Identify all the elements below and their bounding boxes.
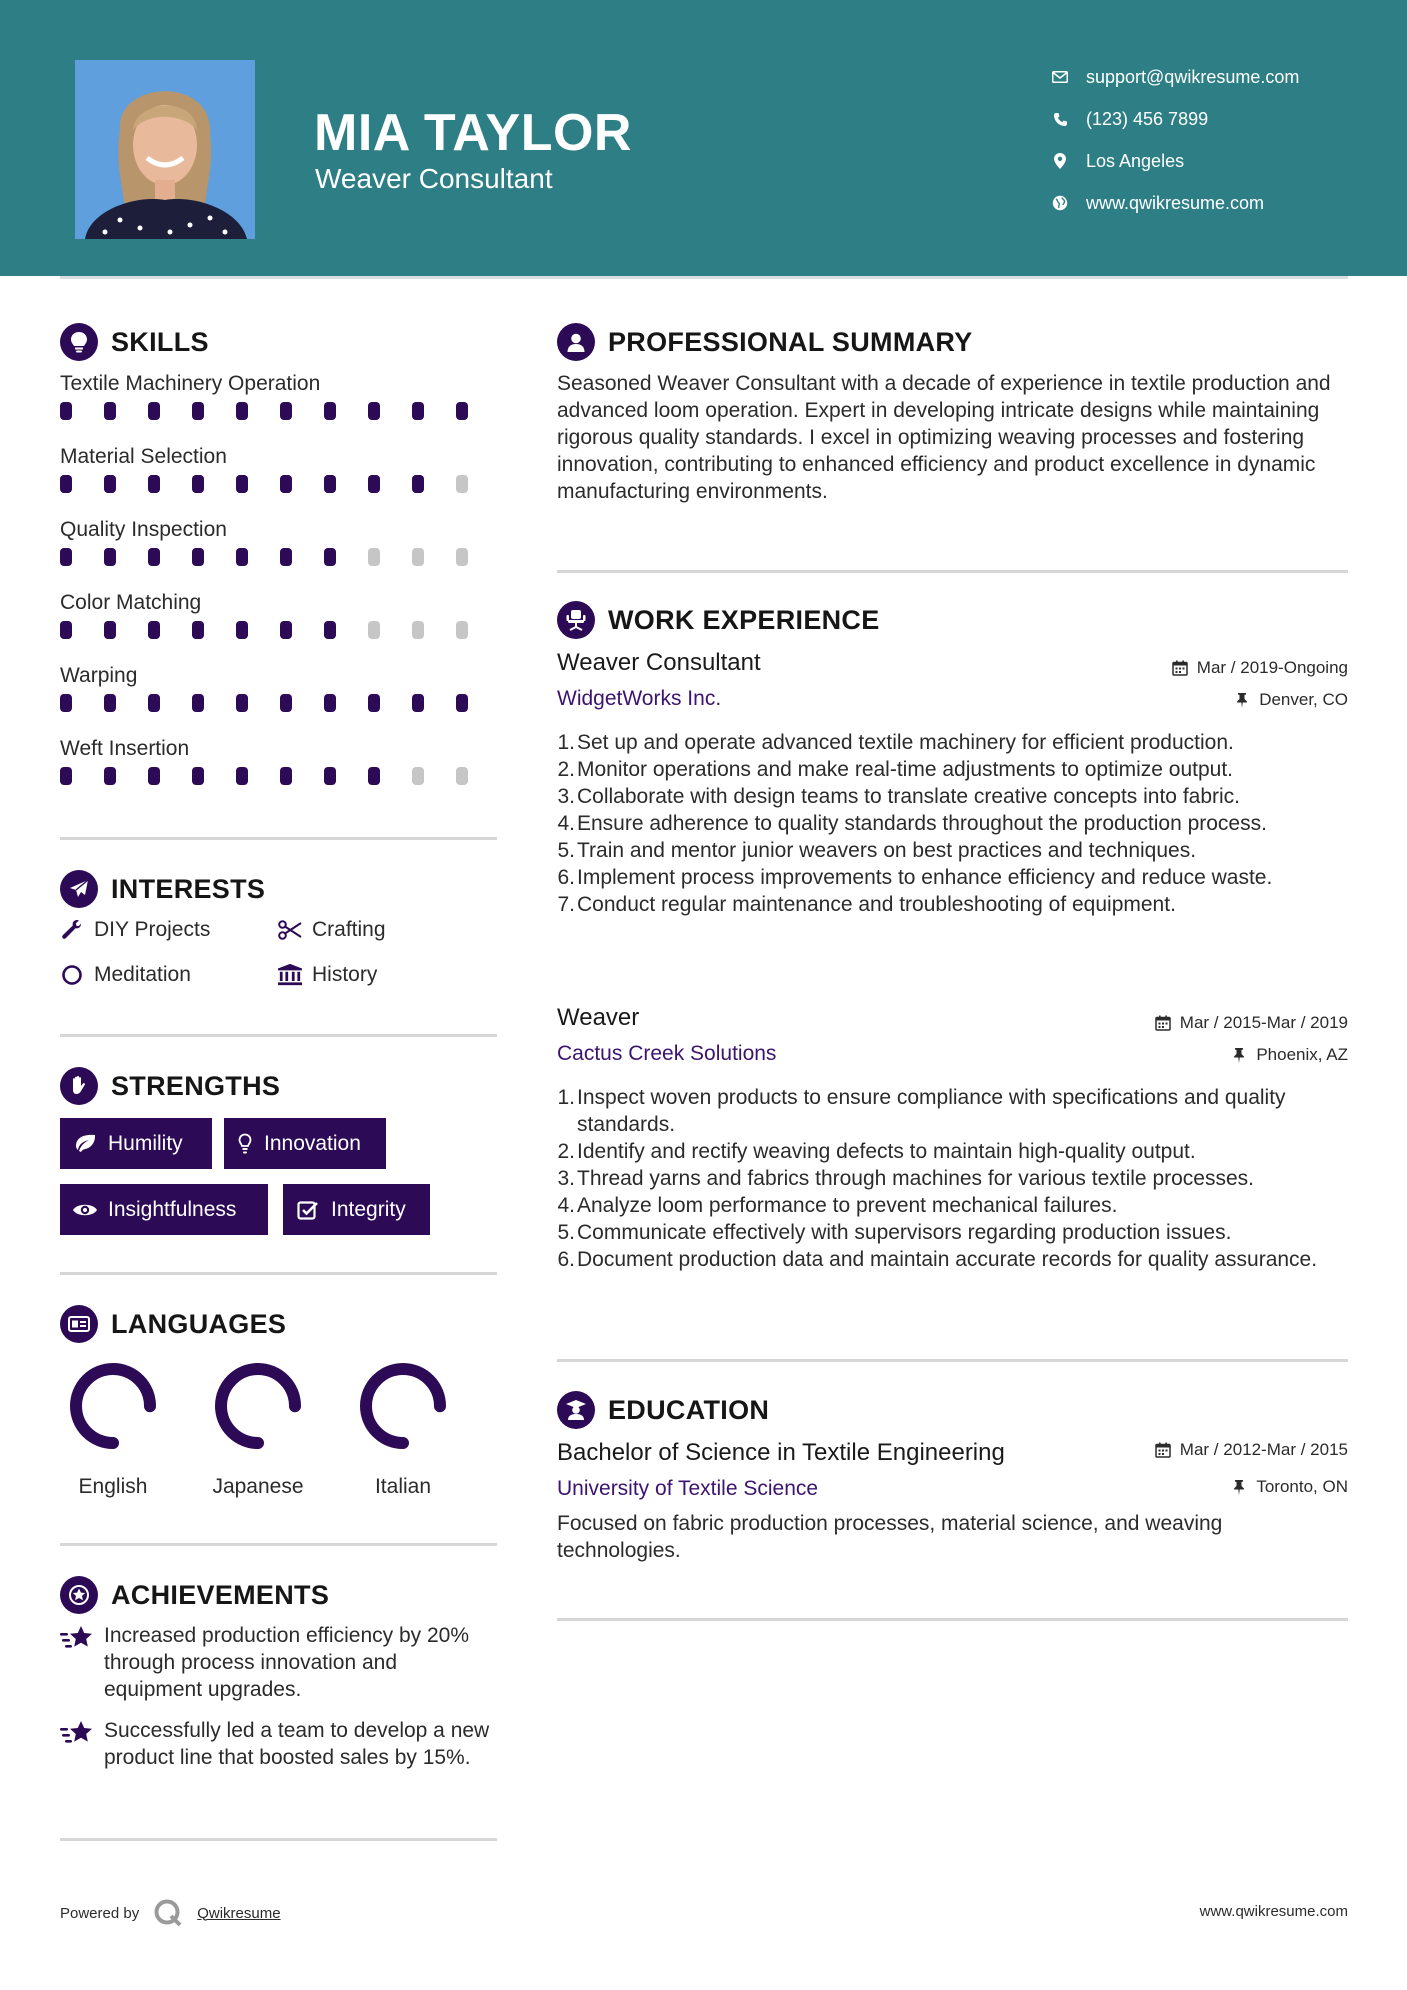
strength-label: Humility <box>108 1131 183 1155</box>
job-dates <box>1171 658 1348 678</box>
duty-text: Set up and operate advanced textile machinery for efficient production. <box>577 731 1234 754</box>
skills-title: SKILLS <box>111 326 209 357</box>
achievements-title: ACHIEVEMENTS <box>111 1579 330 1610</box>
skill-level-dot <box>324 475 336 493</box>
shooting-star-icon <box>60 1624 94 1654</box>
skill-level-dot <box>280 475 292 493</box>
education-title: EDUCATION <box>608 1394 770 1425</box>
pushpin-icon <box>1230 1478 1248 1496</box>
skills-list <box>60 372 500 810</box>
skill-level-dot <box>324 621 336 639</box>
skill-level-dot <box>456 767 468 785</box>
interest-label: DIY Projects <box>94 918 211 941</box>
lightbulb-icon <box>60 323 98 361</box>
skill-level-dot <box>236 621 248 639</box>
skill-level-dot <box>192 621 204 639</box>
summary-title: PROFESSIONAL SUMMARY <box>608 326 973 357</box>
duty-text: Inspect woven products to ensure compliance with specifications and quality standards. <box>577 1086 1286 1136</box>
job-location-text: Phoenix, AZ <box>1256 1045 1348 1064</box>
checkbox-icon <box>295 1197 321 1223</box>
language-japanese <box>203 1358 313 1499</box>
duty-item: 1. Set up and operate advanced textile machinery for efficient production. <box>557 731 1234 754</box>
star-badge-icon <box>60 1576 98 1614</box>
experience-title: WORK EXPERIENCE <box>608 604 880 635</box>
summary-heading <box>557 323 973 361</box>
skill-level-dot <box>280 402 292 420</box>
language-proficiency-ring <box>65 1358 161 1454</box>
language-card-icon <box>60 1305 98 1343</box>
skill-level-dot <box>104 548 116 566</box>
skills-heading <box>60 323 209 361</box>
skill-row <box>60 445 500 518</box>
language-italian <box>348 1358 458 1499</box>
skill-level-dot <box>412 767 424 785</box>
skill-level-dot <box>368 475 380 493</box>
skill-name: Quality Inspection <box>60 518 227 541</box>
job-title: Weaver Consultant <box>557 649 761 676</box>
skill-level-dot <box>412 621 424 639</box>
candidate-name: MIA TAYLOR <box>314 104 632 162</box>
skill-level-dots <box>60 475 500 493</box>
pushpin-icon <box>1230 1046 1248 1064</box>
language-name: Italian <box>374 1475 432 1498</box>
job-location <box>1233 690 1348 710</box>
skill-level-dot <box>324 767 336 785</box>
skill-level-dot <box>456 475 468 493</box>
skill-level-dot <box>60 767 72 785</box>
interest-label: Meditation <box>94 963 191 986</box>
map-marker-icon <box>1049 150 1071 172</box>
skill-level-dot <box>192 694 204 712</box>
resume-header <box>0 0 1407 276</box>
skill-level-dots <box>60 767 500 785</box>
circle-icon <box>60 963 84 987</box>
section-divider <box>60 1034 497 1037</box>
contact-location <box>1049 140 1299 182</box>
interest-meditation <box>60 963 191 987</box>
section-divider <box>60 1838 497 1841</box>
language-proficiency-ring <box>355 1358 451 1454</box>
pushpin-icon <box>1233 691 1251 709</box>
duty-text: Communicate effectively with supervisors regarding production issues. <box>577 1221 1232 1244</box>
duty-item: 6. Document production data and maintain accurate records for quality assurance. <box>557 1248 1318 1271</box>
skill-level-dot <box>60 621 72 639</box>
school-name: University of Textile Science <box>557 1477 819 1500</box>
interest-label: History <box>312 963 378 986</box>
duty-text: Identify and rectify weaving defects to maintain high-quality output. <box>577 1140 1196 1163</box>
skill-level-dot <box>148 548 160 566</box>
profile-photo <box>75 60 255 239</box>
duty-text: Monitor operations and make real-time adjustments to optimize output. <box>577 758 1233 781</box>
strength-label: Innovation <box>264 1131 361 1155</box>
contact-email[interactable] <box>1049 56 1299 98</box>
contact-website-text: www.qwikresume.com <box>1086 192 1265 213</box>
company-name: Cactus Creek Solutions <box>557 1042 777 1065</box>
duty-text: Document production data and maintain accurate records for quality assurance. <box>577 1248 1318 1271</box>
skill-level-dot <box>412 694 424 712</box>
language-name: English <box>78 1475 148 1498</box>
calendar-icon <box>1154 1441 1172 1459</box>
hand-icon <box>60 1067 98 1105</box>
section-divider <box>60 1272 497 1275</box>
duty-text: Train and mentor junior weavers on best practices and techniques. <box>577 839 1197 862</box>
skill-level-dot <box>148 475 160 493</box>
skill-level-dot <box>280 767 292 785</box>
contact-list <box>1049 56 1299 224</box>
language-english <box>58 1358 168 1499</box>
candidate-role: Weaver Consultant <box>315 163 553 194</box>
skill-level-dot <box>60 402 72 420</box>
skill-level-dot <box>104 694 116 712</box>
duty-item: 1. Inspect woven products to ensure compliance with specifications and quality standards. <box>557 1084 1347 1138</box>
calendar-icon <box>1171 659 1189 677</box>
education-description: Focused on fabric production processes, material science, and weaving technologies. <box>557 1512 1223 1562</box>
skill-level-dot <box>456 548 468 566</box>
section-divider <box>557 570 1348 573</box>
contact-location-text: Los Angeles <box>1086 150 1185 171</box>
duty-item: 4. Ensure adherence to quality standards throughout the production process. <box>557 812 1267 835</box>
duty-text: Conduct regular maintenance and troubleshooting of equipment. <box>577 893 1176 916</box>
skill-level-dot <box>148 621 160 639</box>
qwikresume-link[interactable]: Qwikresume <box>197 1904 281 1922</box>
duty-item: 2. Identify and rectify weaving defects to maintain high-quality output. <box>557 1140 1196 1163</box>
skill-level-dot <box>148 767 160 785</box>
skill-level-dot <box>236 402 248 420</box>
job-location-text: Denver, CO <box>1259 690 1348 709</box>
skill-level-dot <box>412 475 424 493</box>
contact-phone[interactable] <box>1049 98 1299 140</box>
skill-level-dot <box>280 548 292 566</box>
degree-title: Bachelor of Science in Textile Engineering <box>557 1439 1005 1466</box>
contact-phone-text: (123) 456 7899 <box>1086 108 1209 129</box>
paper-plane-icon <box>60 870 98 908</box>
skill-level-dot <box>368 402 380 420</box>
duty-item: 2. Monitor operations and make real-time adjustments to optimize output. <box>557 758 1233 781</box>
duty-text: Analyze loom performance to prevent mechanical failures. <box>577 1194 1118 1217</box>
skill-level-dot <box>104 767 116 785</box>
strength-tag-humility <box>60 1118 212 1169</box>
skill-row <box>60 372 500 445</box>
skill-level-dot <box>104 621 116 639</box>
interest-crafting <box>278 918 386 942</box>
user-icon <box>557 323 595 361</box>
strength-label: Insightfulness <box>108 1197 237 1221</box>
skill-level-dot <box>236 694 248 712</box>
skill-name: Color Matching <box>60 591 202 614</box>
skill-level-dot <box>192 767 204 785</box>
skill-level-dot <box>324 548 336 566</box>
duty-text: Collaborate with design teams to translate creative concepts into fabric. <box>577 785 1241 808</box>
skill-level-dot <box>104 475 116 493</box>
skill-row <box>60 737 500 810</box>
skill-level-dots <box>60 548 500 566</box>
duty-item: 7. Conduct regular maintenance and troubleshooting of equipment. <box>557 893 1176 916</box>
summary-text: Seasoned Weaver Consultant with a decade of experience in textile production and advanced loom operation. Expert in developing intricate designs while maintaining rigorous quality standards. I excel in optimizing weaving processes and fostering innovation, contributing to enhanced efficiency and product excellence in dynamic manufacturing environments. <box>557 372 1331 503</box>
duty-item: 3. Collaborate with design teams to translate creative concepts into fabric. <box>557 785 1241 808</box>
interests-heading <box>60 870 265 908</box>
skill-name: Weft Insertion <box>60 737 190 760</box>
section-divider <box>557 1359 1348 1362</box>
achievement-text: Increased production efficiency by 20% through process innovation and equipment upgrades. <box>104 1624 469 1701</box>
interests-title: INTERESTS <box>111 873 266 904</box>
duty-item: 4. Analyze loom performance to prevent mechanical failures. <box>557 1194 1118 1217</box>
interest-diy-projects <box>60 918 210 942</box>
duty-text: Thread yarns and fabrics through machines for various textile processes. <box>577 1167 1254 1190</box>
skill-level-dot <box>60 475 72 493</box>
education-dates <box>1154 1440 1348 1460</box>
footer-website[interactable]: www.qwikresume.com <box>1199 1903 1348 1920</box>
strengths-heading <box>60 1067 280 1105</box>
wrench-icon <box>60 918 84 942</box>
skill-level-dot <box>368 694 380 712</box>
skill-row <box>60 664 500 737</box>
contact-website[interactable] <box>1049 182 1299 224</box>
strengths-title: STRENGTHS <box>111 1070 281 1101</box>
achievement-item <box>60 1622 500 1703</box>
job-dates-text: Mar / 2019-Ongoing <box>1196 658 1348 677</box>
skill-level-dot <box>280 621 292 639</box>
strength-label: Integrity <box>331 1197 406 1221</box>
skill-row <box>60 518 500 591</box>
education-location <box>1230 1477 1348 1497</box>
museum-icon <box>278 963 302 987</box>
skill-level-dot <box>148 694 160 712</box>
duty-item: 5. Train and mentor junior weavers on best practices and techniques. <box>557 839 1197 862</box>
leaf-icon <box>72 1131 98 1157</box>
section-divider <box>60 837 497 840</box>
scissors-icon <box>278 918 302 942</box>
skill-level-dots <box>60 402 500 420</box>
experience-heading <box>557 601 880 639</box>
achievement-text: Successfully led a team to develop a new product line that boosted sales by 15%. <box>104 1719 490 1769</box>
company-name: WidgetWorks Inc. <box>557 687 722 710</box>
qwikresume-logo-icon <box>153 1898 183 1928</box>
duty-item: 6. Implement process improvements to enhance efficiency and reduce waste. <box>557 866 1273 889</box>
skill-level-dot <box>60 548 72 566</box>
job-title: Weaver <box>557 1004 640 1031</box>
eye-icon <box>72 1197 98 1223</box>
powered-by-label: Powered by <box>60 1904 140 1922</box>
skill-level-dot <box>368 767 380 785</box>
language-name: Japanese <box>212 1475 304 1498</box>
shooting-star-icon <box>60 1719 94 1749</box>
skill-level-dot <box>236 548 248 566</box>
education-dates-text: Mar / 2012-Mar / 2015 <box>1179 1440 1348 1459</box>
office-chair-icon <box>557 601 595 639</box>
languages-title: LANGUAGES <box>111 1308 287 1339</box>
skill-level-dot <box>236 475 248 493</box>
skill-level-dots <box>60 621 500 639</box>
skill-level-dot <box>104 402 116 420</box>
skill-level-dot <box>456 694 468 712</box>
job-dates-text: Mar / 2015-Mar / 2019 <box>1179 1013 1348 1032</box>
phone-icon <box>1049 108 1071 130</box>
skill-level-dot <box>192 475 204 493</box>
skill-level-dot <box>456 402 468 420</box>
skill-level-dot <box>368 621 380 639</box>
duty-item: 5. Communicate effectively with supervisors regarding production issues. <box>557 1221 1232 1244</box>
achievement-item <box>60 1717 500 1771</box>
interest-label: Crafting <box>312 918 386 941</box>
envelope-icon <box>1049 66 1071 88</box>
skill-level-dot <box>192 548 204 566</box>
strength-tag-insightfulness <box>60 1184 268 1235</box>
skill-name: Warping <box>60 664 138 687</box>
section-divider <box>557 1618 1348 1621</box>
skill-level-dot <box>324 402 336 420</box>
skill-level-dot <box>412 548 424 566</box>
skill-level-dots <box>60 694 500 712</box>
duty-text: Implement process improvements to enhance efficiency and reduce waste. <box>577 866 1273 889</box>
job-location <box>1230 1045 1348 1065</box>
contact-email-text: support@qwikresume.com <box>1086 66 1300 87</box>
skill-level-dot <box>368 548 380 566</box>
skill-level-dot <box>412 402 424 420</box>
skill-level-dot <box>456 621 468 639</box>
skill-level-dot <box>324 694 336 712</box>
graduate-icon <box>557 1391 595 1429</box>
job-duties-list <box>557 729 1347 918</box>
globe-icon <box>1049 192 1071 214</box>
skill-level-dot <box>280 694 292 712</box>
duty-text: Ensure adherence to quality standards throughout the production process. <box>577 812 1267 835</box>
achievements-heading <box>60 1576 329 1614</box>
header-divider <box>60 276 1348 279</box>
job-duties-list <box>557 1084 1347 1273</box>
skill-level-dot <box>192 402 204 420</box>
skill-level-dot <box>148 402 160 420</box>
language-proficiency-ring <box>210 1358 306 1454</box>
calendar-icon <box>1154 1014 1172 1032</box>
skill-level-dot <box>236 767 248 785</box>
languages-heading <box>60 1305 286 1343</box>
education-heading <box>557 1391 769 1429</box>
skill-row <box>60 591 500 664</box>
interest-history <box>278 963 377 987</box>
footer-branding <box>60 1898 281 1928</box>
lightbulb-icon <box>236 1131 254 1157</box>
section-divider <box>60 1543 497 1546</box>
duty-item: 3. Thread yarns and fabrics through machines for various textile processes. <box>557 1167 1254 1190</box>
strength-tag-integrity <box>283 1184 430 1235</box>
skill-level-dot <box>60 694 72 712</box>
strength-tag-innovation <box>224 1118 386 1169</box>
education-location-text: Toronto, ON <box>1256 1477 1348 1496</box>
job-dates <box>1154 1013 1348 1033</box>
skill-name: Textile Machinery Operation <box>60 372 321 395</box>
skill-name: Material Selection <box>60 445 227 468</box>
